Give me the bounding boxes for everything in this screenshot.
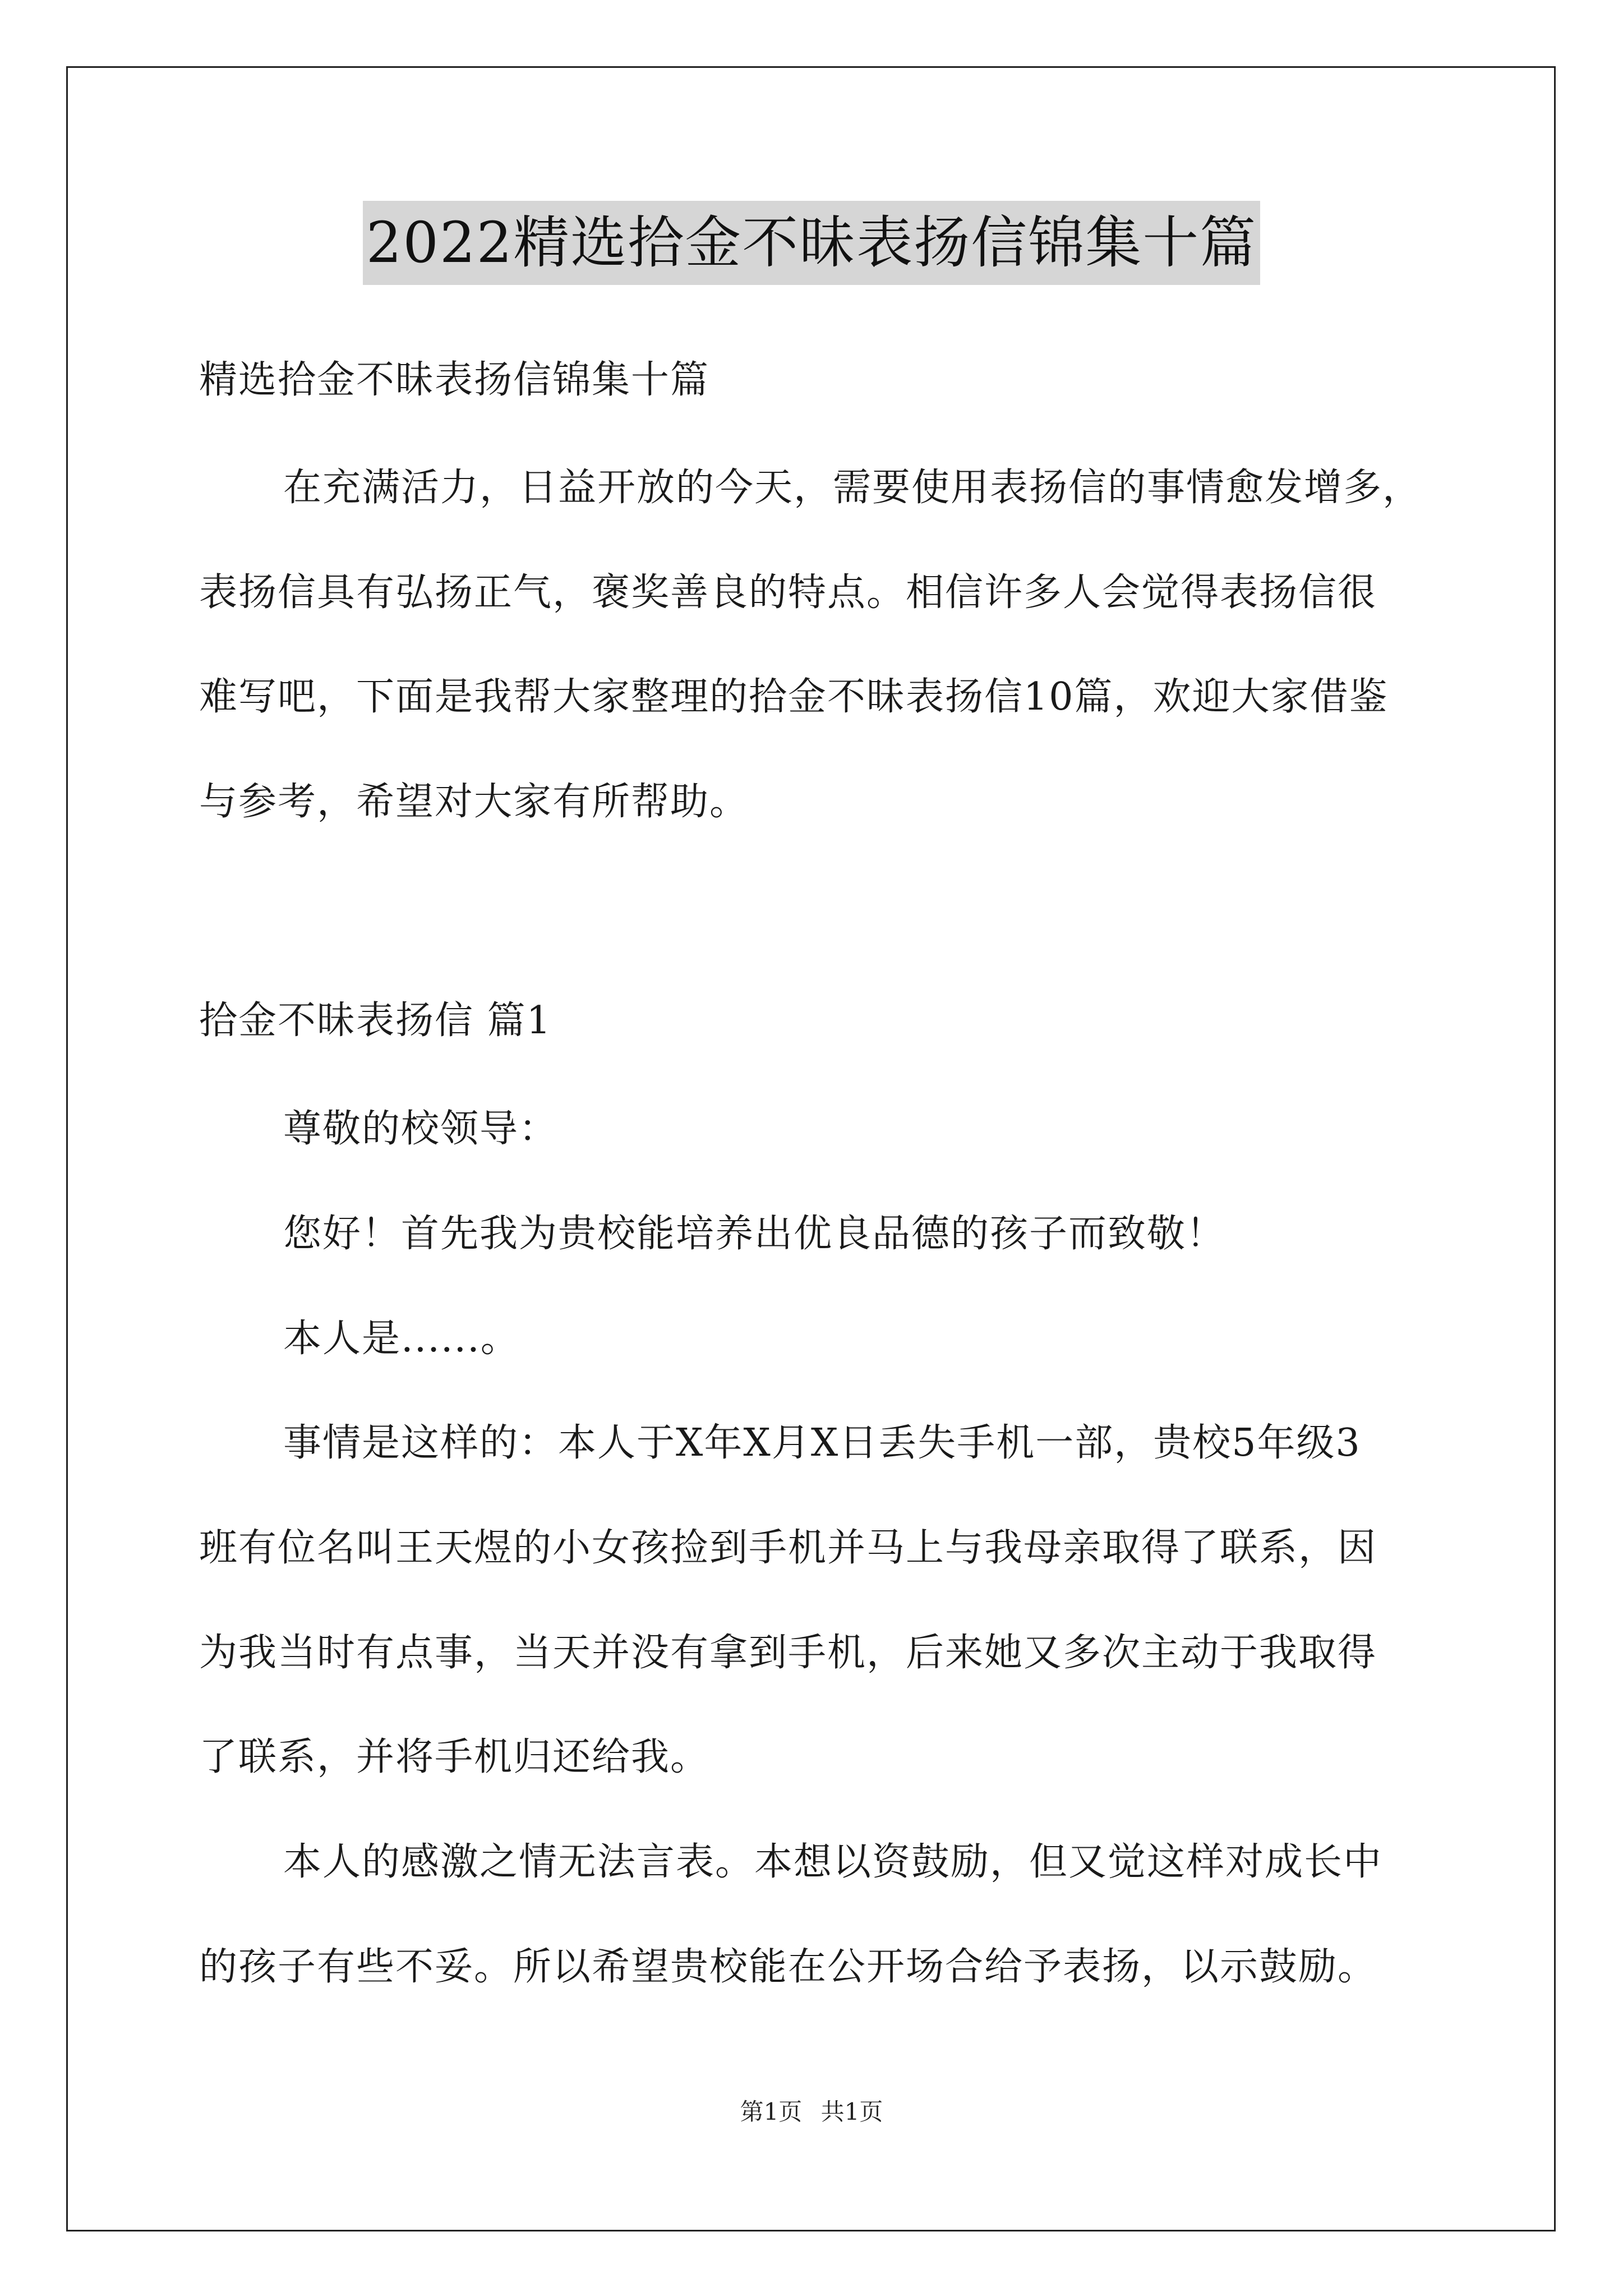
intro-line-3: 难写吧，下面是我帮大家整理的拾金不昧表扬信10篇，欢迎大家借鉴 — [199, 675, 1389, 719]
page-footer — [0, 2095, 1623, 2129]
page-total: 共1页 — [820, 2098, 883, 2125]
intro-line-2: 表扬信具有弘扬正气，褒奖善良的特点。相信许多人会觉得表扬信很 — [199, 570, 1377, 615]
paragraph2-line-2: 的孩子有些不妥。所以希望贵校能在公开场合给予表扬，以示鼓励。 — [199, 1945, 1377, 1989]
paragraph1-line-1: 事情是这样的：本人于X年X月X日丢失手机一部，贵校5年级3 — [283, 1421, 1361, 1465]
page-number: 第1页 — [740, 2098, 803, 2125]
salutation: 尊敬的校领导： — [283, 1107, 559, 1151]
intro-line-1: 在充满活力，日益开放的今天，需要使用表扬信的事情愈发增多， — [283, 466, 1422, 510]
section-heading: 拾金不昧表扬信 篇1 — [199, 999, 552, 1043]
paragraph1-line-2: 班有位名叫王天煜的小女孩捡到手机并马上与我母亲取得了联系，因 — [199, 1526, 1377, 1570]
intro-line-4: 与参考，希望对大家有所帮助。 — [199, 780, 749, 824]
self-intro: 本人是......。 — [283, 1317, 520, 1361]
paragraph1-line-3: 为我当时有点事，当天并没有拿到手机，后来她又多次主动于我取得 — [199, 1631, 1377, 1675]
paragraph2-line-1: 本人的感激之情无法言表。本想以资鼓励，但又觉这样对成长中 — [283, 1840, 1383, 1884]
document-subtitle: 精选拾金不昧表扬信锦集十篇 — [199, 358, 710, 402]
document-title: 2022精选拾金不昧表扬信锦集十篇 — [363, 201, 1261, 285]
paragraph1-line-4: 了联系，并将手机归还给我。 — [199, 1735, 710, 1779]
greeting: 您好！首先我为贵校能培养出优良品德的孩子而致敬！ — [283, 1212, 1226, 1256]
title-container — [0, 201, 1623, 285]
